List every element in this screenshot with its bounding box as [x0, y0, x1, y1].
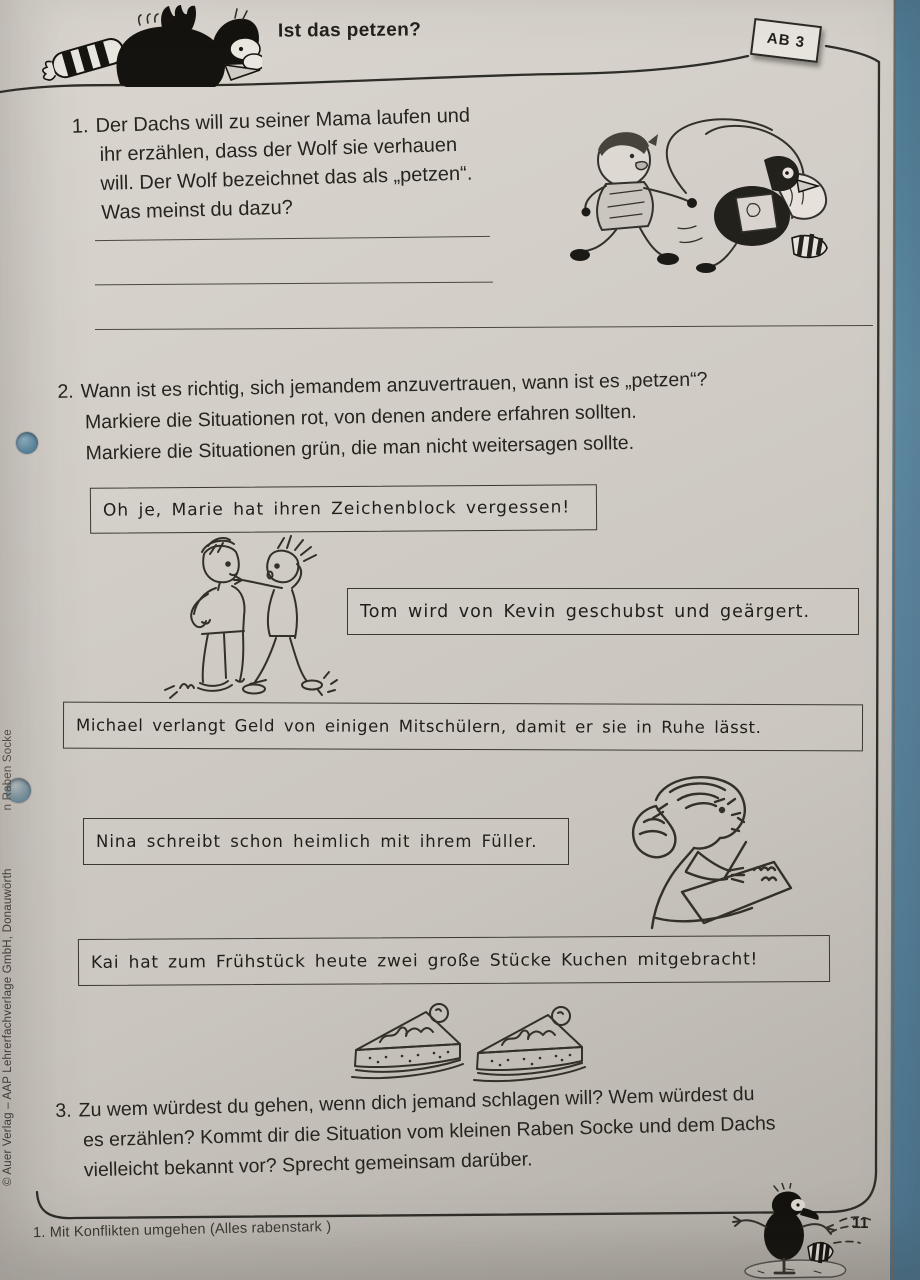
situation-box-marie [90, 484, 597, 534]
copyright-text: © Auer Verlag – AAP Lehrerfachverlage GmbH, Donauwörth [2, 868, 14, 1186]
question-2-number: 2. [57, 380, 74, 403]
cake-slice-illustration-1 [350, 1000, 468, 1080]
answer-line-1 [95, 236, 490, 241]
answer-line-3 [95, 325, 873, 330]
situation-text: Oh je, Marie hat ihren Zeichenblock vergessen! [102, 497, 571, 521]
girl-writing-illustration [586, 766, 796, 936]
question-1-number: 1. [71, 115, 89, 138]
question-3-number: 3. [55, 1099, 72, 1123]
two-children-illustration [150, 530, 350, 700]
margin-copyright [2, 526, 14, 1186]
badger-raven-running-illustration [536, 98, 870, 278]
footer-source-line: 1. Mit Konflikten umgehen (Alles rabenstark ) [32, 1218, 332, 1242]
question-1-line: will. Der Wolf bezeichnet das als „petzen“. [100, 162, 473, 195]
question-2-line: Wann ist es richtig, sich jemandem anzuvertrauen, wann ist es „petzen“? [80, 368, 708, 403]
situation-box-nina [83, 818, 569, 865]
situation-text: Michael verlangt Geld von einigen Mitschülern, damit er sie in Ruhe lässt. [75, 715, 762, 738]
raven-lying-illustration [24, 2, 262, 90]
question-2 [57, 363, 779, 470]
situation-text: Kai hat zum Frühstück heute zwei große Stücke Kuchen mitgebracht! [90, 948, 759, 973]
cake-slice-illustration-2 [472, 1003, 590, 1083]
worksheet-number-label: AB 3 [766, 29, 806, 52]
page-number: 11 [852, 1215, 869, 1232]
question-1 [71, 99, 554, 228]
situation-text: Nina schreibt schon heimlich mit ihrem Füller. [96, 832, 538, 851]
situation-box-michael [63, 702, 863, 752]
situation-text: Tom wird von Kevin geschubst und geärgert. [360, 601, 811, 622]
question-2-line: Markiere die Situationen rot, von denen andere erfahren sollten. [84, 400, 637, 434]
question-1-line: Was meinst du dazu? [100, 196, 294, 224]
question-1-line: ihr erzählen, dass der Wolf sie verhauen [99, 133, 458, 166]
copyright-fragment: n Raben Socke [2, 729, 14, 811]
question-1-line: Der Dachs will zu seiner Mama laufen und [95, 104, 471, 138]
worksheet-number-badge [750, 18, 822, 63]
question-3 [55, 1076, 877, 1186]
situation-box-kai [78, 935, 830, 986]
raven-kicking-illustration [728, 1183, 880, 1280]
answer-line-2 [95, 282, 493, 286]
question-3-line: vielleicht bekannt vor? Sprecht gemeinsam darüber. [83, 1148, 533, 1182]
situation-box-tom [347, 588, 859, 635]
punch-hole-top [16, 432, 38, 454]
question-2-line: Markiere die Situationen grün, die man nicht weitersagen sollte. [85, 431, 635, 465]
question-3-line: Zu wem würdest du gehen, wenn dich jemand schlagen will? Wem würdest du [78, 1082, 755, 1122]
question-3-line: es erzählen? Kommt dir die Situation vom kleinen Raben Socke und dem Dachs [82, 1112, 776, 1152]
page-title: Ist das petzen? [277, 19, 422, 42]
